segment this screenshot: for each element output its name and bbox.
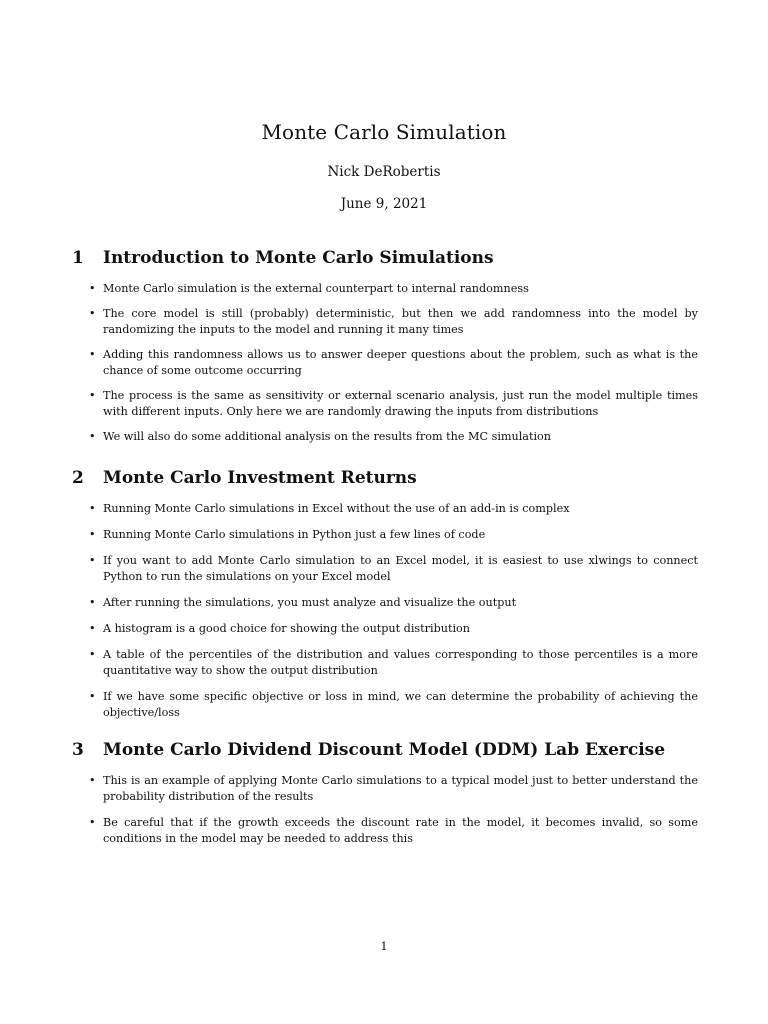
list-item-text: After running the simulations, you must analyze and visualize the output (103, 596, 517, 609)
section-investment-returns (72, 467, 698, 721)
bullet-icon: • (89, 307, 96, 320)
document-author: Nick DeRobertis (327, 164, 441, 180)
list-item (72, 281, 698, 297)
list-item (72, 429, 698, 445)
bullet-icon: • (89, 648, 96, 661)
section-introduction (72, 247, 698, 445)
bullet-icon: • (89, 502, 96, 515)
list-item (72, 815, 698, 847)
bullet-icon: • (89, 816, 96, 829)
list-item-text: The process is the same as sensitivity or external scenario analysis, just run the model multiple times with different inputs. Only here we are randomly drawing the inputs from distributions (103, 389, 698, 418)
bullet-list (72, 501, 698, 721)
list-item (72, 388, 698, 420)
list-item (72, 527, 698, 543)
list-item (72, 647, 698, 679)
section-heading (72, 739, 698, 761)
list-item-text: A table of the percentiles of the distribution and values corresponding to those percentiles is a more quantitative way to show the output distribution (103, 648, 698, 677)
bullet-icon: • (89, 596, 96, 609)
bullet-icon: • (89, 282, 96, 295)
document-date: June 9, 2021 (340, 196, 428, 212)
bullet-icon: • (89, 622, 96, 635)
list-item (72, 553, 698, 585)
list-item-text: Running Monte Carlo simulations in Python just a few lines of code (103, 528, 486, 541)
list-item (72, 689, 698, 721)
bullet-icon: • (89, 774, 96, 787)
section-title: Introduction to Monte Carlo Simulations (103, 248, 494, 268)
section-title: Monte Carlo Dividend Discount Model (DDM) Lab Exercise (103, 740, 666, 760)
bullet-icon: • (89, 554, 96, 567)
list-item-text: We will also do some additional analysis on the results from the MC simulation (103, 430, 551, 443)
list-item (72, 621, 698, 637)
list-item (72, 347, 698, 379)
section-number: 2 (72, 468, 84, 488)
bullet-icon: • (89, 528, 96, 541)
list-item (72, 773, 698, 805)
list-item-text: Be careful that if the growth exceeds the discount rate in the model, it becomes invalid, so some conditions in the model may be needed to address this (103, 816, 698, 845)
list-item-text: Running Monte Carlo simulations in Excel without the use of an add-in is complex (103, 502, 570, 515)
list-item-text: This is an example of applying Monte Carlo simulations to a typical model just to better understand the probability distribution of the results (103, 774, 698, 803)
list-item-text: If you want to add Monte Carlo simulation to an Excel model, it is easiest to use xlwings to connect Python to run the simulations on your Excel model (103, 554, 698, 583)
section-number: 1 (72, 248, 84, 268)
bullet-list (72, 281, 698, 445)
document-title: Monte Carlo Simulation (261, 120, 507, 144)
list-item (72, 306, 698, 338)
section-heading (72, 247, 698, 269)
section-title: Monte Carlo Investment Returns (103, 468, 417, 488)
section-number: 3 (72, 740, 84, 760)
list-item-text: A histogram is a good choice for showing the output distribution (103, 622, 470, 635)
bullet-icon: • (89, 348, 96, 361)
bullet-icon: • (89, 430, 96, 443)
section-ddm-lab-exercise (72, 739, 698, 847)
bullet-icon: • (89, 690, 96, 703)
list-item-text: The core model is still (probably) deterministic, but then we add randomness into the model by randomizing the inputs to the model and running it many times (103, 307, 698, 336)
list-item (72, 595, 698, 611)
list-item-text: Monte Carlo simulation is the external counterpart to internal randomness (103, 282, 529, 295)
list-item-text: If we have some specific objective or loss in mind, we can determine the probability of achieving the objective/loss (103, 690, 698, 719)
list-item-text: Adding this randomness allows us to answer deeper questions about the problem, such as what is the chance of some outcome occurring (103, 348, 698, 377)
page-number: 1 (380, 939, 388, 953)
bullet-icon: • (89, 389, 96, 402)
bullet-list (72, 773, 698, 847)
section-heading (72, 467, 698, 489)
list-item (72, 501, 698, 517)
